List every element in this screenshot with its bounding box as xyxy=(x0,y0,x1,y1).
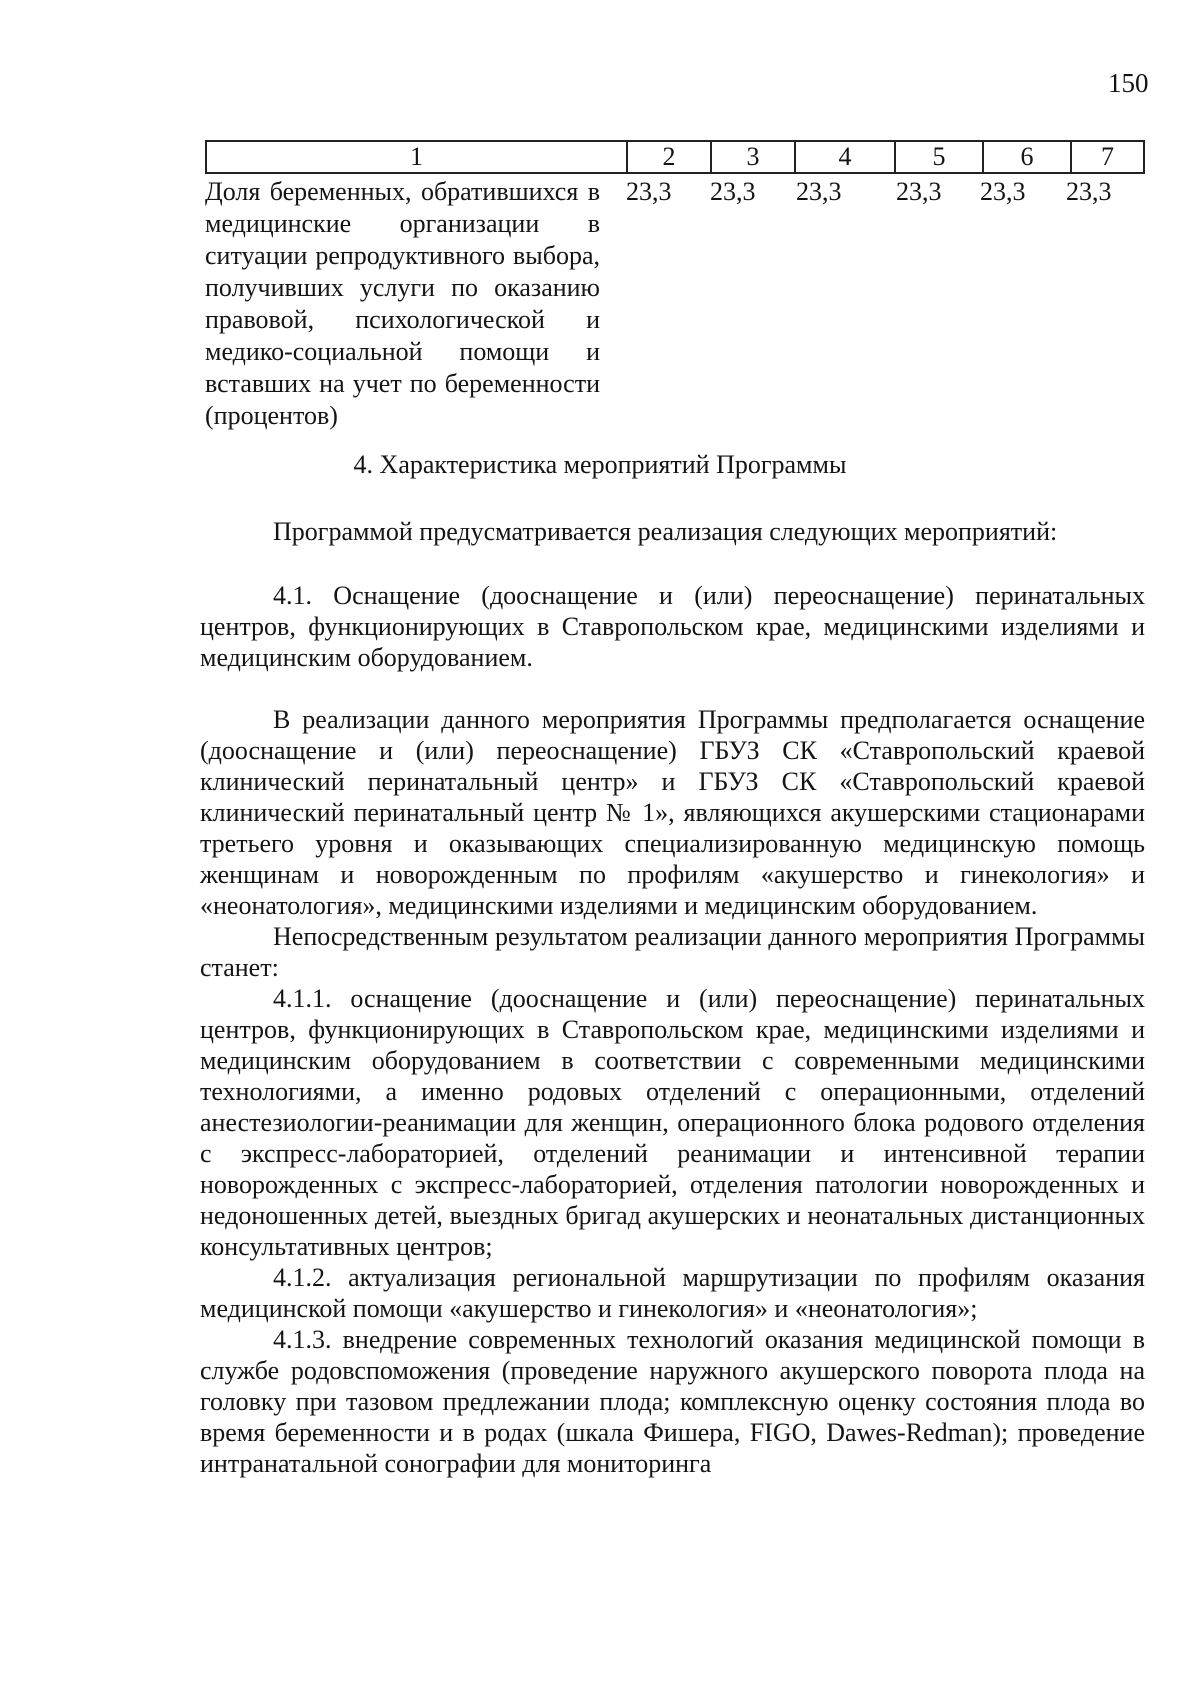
value-cell: 23,3 xyxy=(710,177,756,206)
table-row xyxy=(205,176,1145,432)
table-header-cell: 1 xyxy=(410,142,423,171)
paragraph-1: В реализации данного мероприятия Программы предполагается оснащение (дооснащение и (или) переоснащение) ГБУЗ СК «Ставропольский краевой клинический перинатальный центр» и ГБУЗ СК «Ставропольский краевой клинический перинатальный центр № 1», являющихся акушерскими стационарами третьего уровня и оказывающих специализированную медицинскую помощь женщинам и новорожденным по профилям «акушерство и гинекология» и «неонатология», медицинскими изделиями и медицинским оборудованием. xyxy=(200,705,1145,920)
value-cell: 23,3 xyxy=(980,177,1026,206)
value-cell: 23,3 xyxy=(796,177,842,206)
item-4-1-2: 4.1.2. актуализация региональной маршрутизации по профилям оказания медицинской помощи «акушерство и гинекология» и «неонатология»; xyxy=(200,1263,1145,1323)
paragraph-2: Непосредственным результатом реализации данного мероприятия Программы станет: xyxy=(200,922,1145,982)
page-number: 150 xyxy=(1108,68,1149,98)
item-4-1 xyxy=(200,580,1145,673)
table-header-row xyxy=(205,140,1145,174)
table-header-cell: 6 xyxy=(982,142,1070,172)
intro-text: Программой предусматривается реализация следующих мероприятий: xyxy=(273,517,1058,546)
item-4-1-1: 4.1.1. оснащение (дооснащение и (или) переоснащение) перинатальных центров, функционирующих в Ставропольском крае, медицинскими изделиями и медицинским оборудованием в соответствии с современными медицинскими технологиями, а именно родовых отделений с операционными, отделений анестезиологии-реанимации для женщин, операционного блока родового отделения с экспресс-лабораторией, отделений реанимации и интенсивной терапии новорожденных с экспресс-лабораторией, отделения патологии новорожденных и недоношенных детей, выездных бригад акушерских и неонатальных дистанционных консультативных центров; xyxy=(200,984,1145,1261)
value-cell: 23,3 xyxy=(1066,177,1112,206)
body-text xyxy=(200,704,1145,1479)
table-header-cell: 3 xyxy=(710,142,794,172)
indicator-table xyxy=(205,140,1145,432)
table-header-cell: 7 xyxy=(1070,142,1143,172)
item-4-1-3: 4.1.3. внедрение современных технологий оказания медицинской помощи в службе родовспоможения (проведение наружного акушерского поворота плода на головку при тазовом предлежании плода; комплексную оценку состояния плода во время беременности и в родах (шкала Фишера, FIGO, Dawes-Redman); проведение интранатальной сонографии для мониторинга xyxy=(200,1325,1145,1478)
table-header-cell: 2 xyxy=(626,142,710,172)
table-header-cell: 5 xyxy=(894,142,982,172)
section-heading: 4. Характеристика мероприятий Программы xyxy=(353,450,847,479)
indicator-label: Доля беременных, обратившихся в медицинские организации в ситуации репродуктивного выбора, получивших услуги по оказанию правовой, психологической и медико-социальной помощи и вставших на учет по беременности (процентов) xyxy=(205,177,600,430)
indicator-values xyxy=(600,176,1136,432)
item-4-1-text: 4.1. Оснащение (дооснащение и (или) переоснащение) перинатальных центров, функционирующих в Ставропольском крае, медицинскими изделиями и медицинским оборудованием. xyxy=(200,581,1145,672)
value-cell: 23,3 xyxy=(896,177,942,206)
table-header-cell: 4 xyxy=(794,142,894,172)
value-cell: 23,3 xyxy=(626,177,672,206)
intro-paragraph xyxy=(200,516,1145,547)
